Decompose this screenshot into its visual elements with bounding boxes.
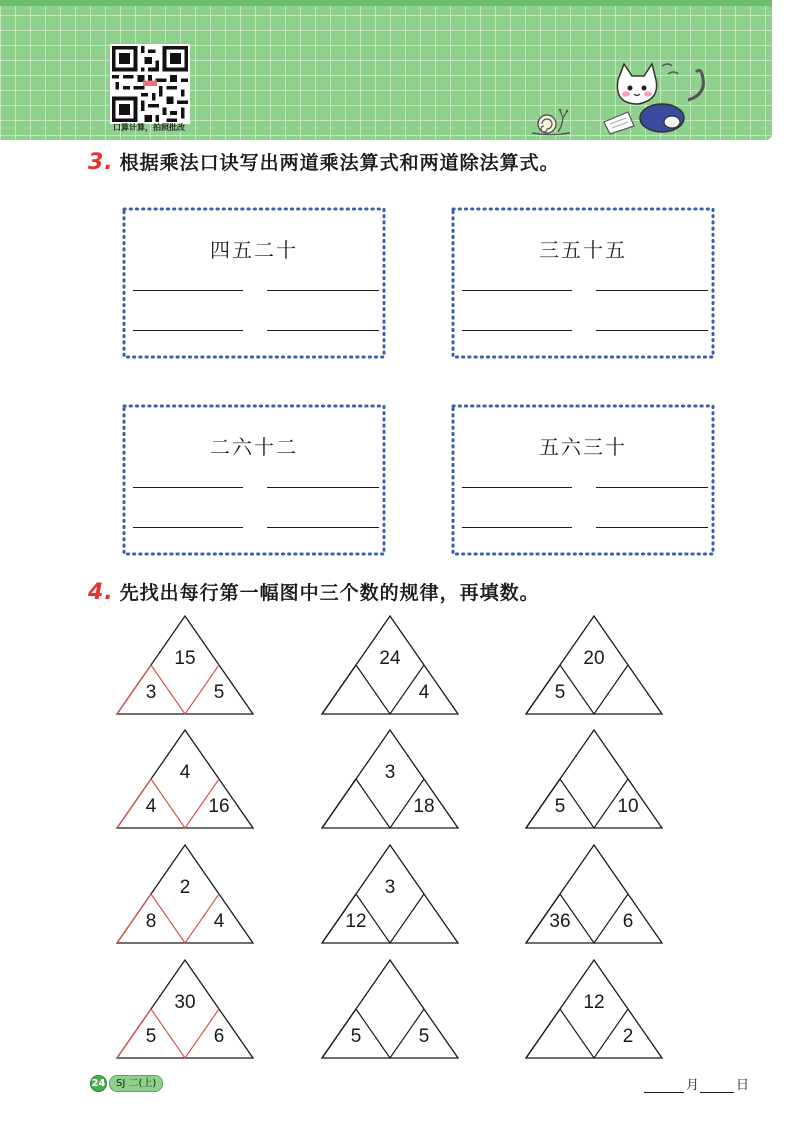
triangle-puzzle <box>524 728 664 830</box>
triangle-top-number: 3 <box>384 762 396 783</box>
answer-line[interactable] <box>133 330 243 331</box>
rhyme-text: 三五十五 <box>539 238 627 262</box>
triangle-left-number: 5 <box>350 1026 362 1047</box>
triangle-left-number: 8 <box>145 911 157 932</box>
triangle-top-number: 12 <box>583 992 605 1013</box>
triangle-top-number: 30 <box>174 992 196 1013</box>
triangle-puzzle <box>115 958 255 1060</box>
dotted-border <box>450 206 716 360</box>
answer-line[interactable] <box>462 290 572 291</box>
section-3-text: 根据乘法口诀写出两道乘法算式和两道除法算式。 <box>119 152 560 174</box>
answer-line[interactable] <box>596 330 708 331</box>
triangle-puzzle <box>320 843 460 945</box>
rhyme-box <box>450 206 716 360</box>
triangle-top-number: 4 <box>179 762 191 783</box>
answer-line[interactable] <box>596 487 708 488</box>
answer-line[interactable] <box>596 527 708 528</box>
dotted-border <box>121 206 387 360</box>
triangle-right-number: 4 <box>213 911 225 932</box>
answer-line[interactable] <box>267 290 379 291</box>
answer-line[interactable] <box>267 487 379 488</box>
header-top-stripe <box>0 0 772 6</box>
triangle-top-number: 15 <box>174 648 196 669</box>
triangle-top-number: 20 <box>583 648 605 669</box>
header-band <box>0 0 772 140</box>
answer-line[interactable] <box>462 330 572 331</box>
rhyme-box <box>121 403 387 557</box>
section-4-number: 4. <box>88 580 114 605</box>
triangle-top-number: 2 <box>179 877 191 898</box>
triangle-right-number: 2 <box>622 1026 634 1047</box>
answer-line[interactable] <box>462 527 572 528</box>
month-label: 月 <box>686 1078 700 1093</box>
triangle-right-number: 16 <box>208 796 230 817</box>
snail-icon <box>530 106 574 140</box>
triangle-right-number: 6 <box>622 911 634 932</box>
triangle-left-number: 4 <box>145 796 157 817</box>
rhyme-text: 四五二十 <box>210 238 298 262</box>
page-badge <box>90 1075 163 1092</box>
answer-line[interactable] <box>267 330 379 331</box>
triangle-puzzle <box>524 614 664 716</box>
triangle-puzzle <box>524 843 664 945</box>
triangle-puzzle <box>524 958 664 1060</box>
triangle-right-number: 5 <box>213 682 225 703</box>
triangle-left-number: 5 <box>554 682 566 703</box>
answer-line[interactable] <box>462 487 572 488</box>
rhyme-text: 五六三十 <box>539 435 627 459</box>
rhyme-box <box>121 206 387 360</box>
answer-line[interactable] <box>596 290 708 291</box>
triangle-left-number: 5 <box>145 1026 157 1047</box>
answer-line[interactable] <box>133 527 243 528</box>
qr-caption: 口算计算，拍照批改 <box>113 123 185 132</box>
triangle-puzzle <box>320 614 460 716</box>
triangle-left-number: 12 <box>345 911 367 932</box>
answer-line[interactable] <box>133 290 243 291</box>
triangle-right-number: 6 <box>213 1026 225 1047</box>
triangle-left-number: 5 <box>554 796 566 817</box>
triangle-left-number: 3 <box>145 682 157 703</box>
triangle-right-number: 4 <box>418 682 430 703</box>
page-number: 24 <box>90 1075 107 1092</box>
dotted-border <box>121 403 387 557</box>
triangle-right-number: 18 <box>413 796 435 817</box>
answer-line[interactable] <box>133 487 243 488</box>
triangle-left-number: 36 <box>549 911 571 932</box>
section-4-text: 先找出每行第一幅图中三个数的规律，再填数。 <box>119 582 540 604</box>
triangle-puzzle <box>115 614 255 716</box>
section-3-title <box>88 148 560 175</box>
answer-line[interactable] <box>267 527 379 528</box>
qr-code-icon[interactable] <box>110 44 190 124</box>
triangle-puzzle <box>115 843 255 945</box>
triangle-right-number: 5 <box>418 1026 430 1047</box>
section-4-title <box>88 578 540 605</box>
dotted-border <box>450 403 716 557</box>
day-blank[interactable] <box>700 1092 734 1093</box>
month-blank[interactable] <box>644 1092 684 1093</box>
rhyme-box <box>450 403 716 557</box>
section-3-number: 3. <box>88 150 114 175</box>
edition-label: SJ 二(上) <box>109 1075 163 1092</box>
triangle-top-number: 3 <box>384 877 396 898</box>
cat-icon <box>600 60 720 144</box>
triangle-puzzle <box>320 728 460 830</box>
triangle-right-number: 10 <box>617 796 639 817</box>
triangle-puzzle <box>115 728 255 830</box>
triangle-top-number: 24 <box>379 648 401 669</box>
triangle-puzzle <box>320 958 460 1060</box>
day-label: 日 <box>736 1078 750 1093</box>
rhyme-text: 二六十二 <box>210 435 298 459</box>
